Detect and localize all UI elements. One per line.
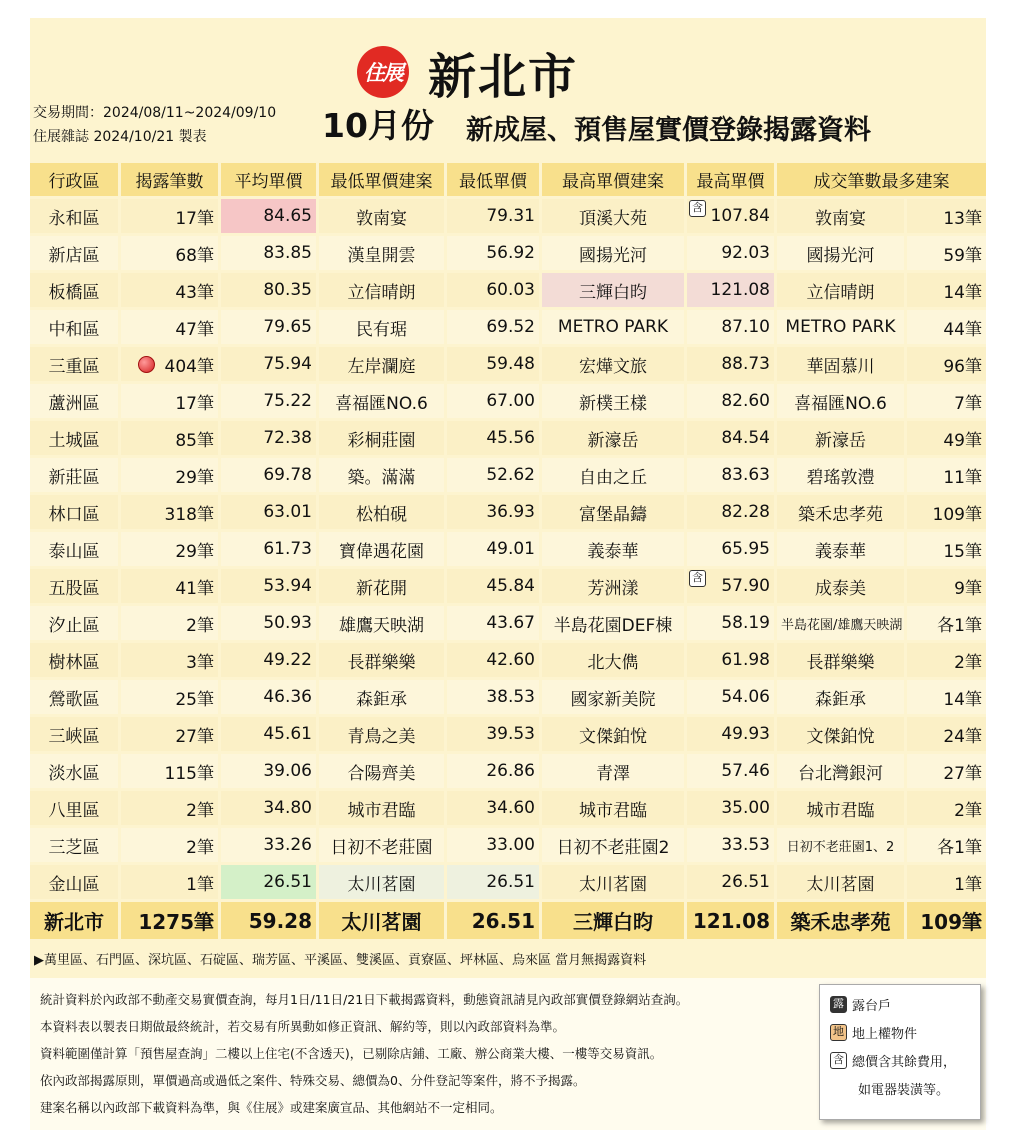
- avg-price-cell: 49.22: [218, 643, 316, 677]
- col-header-low-project: 最低單價建案: [316, 163, 444, 196]
- high-price-cell: 58.19: [684, 606, 774, 640]
- low-price-cell: 38.53: [444, 680, 539, 714]
- high-price-cell: 121.08: [684, 273, 774, 307]
- no-data-note: ▶萬里區、石門區、深坑區、石碇區、瑞芳區、平溪區、雙溪區、貢寮區、坪林區、烏來區 當月無揭露資料: [34, 953, 647, 968]
- district-cell: 蘆洲區: [30, 384, 118, 418]
- transaction-period: 交易期間：2024/08/11~2024/09/10: [33, 105, 277, 121]
- top-project-cell: METRO PARK: [774, 310, 904, 344]
- legend-label: 露台戶: [852, 999, 892, 1014]
- high-price-cell: 84.54: [684, 421, 774, 455]
- avg-price-cell: 39.06: [218, 754, 316, 788]
- col-header-low-price: 最低單價: [444, 163, 539, 196]
- count-cell: 29筆: [118, 532, 218, 566]
- high-price-cell: 57.46: [684, 754, 774, 788]
- high-price-cell: 54.06: [684, 680, 774, 714]
- avg-price-cell: 69.78: [218, 458, 316, 492]
- low-price-cell: 45.84: [444, 569, 539, 603]
- legend-item-included-cont: [858, 1079, 949, 1098]
- col-header-avg: 平均單價: [218, 163, 316, 196]
- count-cell: 318筆: [118, 495, 218, 529]
- count-cell: [118, 347, 218, 381]
- high-price-cell: 65.95: [684, 532, 774, 566]
- avg-price-cell: 83.85: [218, 236, 316, 270]
- low-price-cell: 26.86: [444, 754, 539, 788]
- low-project-cell: 城市君臨: [316, 791, 444, 825]
- top-count-cell: 11筆: [904, 458, 986, 492]
- top-project-cell: 華固慕川: [774, 347, 904, 381]
- terrace-icon: 露: [830, 996, 847, 1013]
- count-cell: 17筆: [118, 199, 218, 233]
- top-project-cell: 成泰美: [774, 569, 904, 603]
- district-cell: 樹林區: [30, 643, 118, 677]
- table-row: [30, 828, 986, 862]
- top-count-cell: 14筆: [904, 680, 986, 714]
- top-project-cell: 築禾忠孝苑: [774, 495, 904, 529]
- table-row: [30, 532, 986, 566]
- red-dot-icon: [138, 356, 155, 373]
- report-subtitle: 新成屋、預售屋實價登錄揭露資料: [466, 115, 871, 146]
- high-project-cell: 義泰華: [539, 532, 684, 566]
- low-project-cell: 合陽齊美: [316, 754, 444, 788]
- district-cell: 中和區: [30, 310, 118, 344]
- avg-price-cell: 61.73: [218, 532, 316, 566]
- count-cell: 17筆: [118, 384, 218, 418]
- avg-price-cell: 53.94: [218, 569, 316, 603]
- top-project-cell: 台北灣銀河: [774, 754, 904, 788]
- total-low-project-cell: 太川茗園: [316, 902, 444, 939]
- low-price-cell: 49.01: [444, 532, 539, 566]
- high-price-cell: 82.60: [684, 384, 774, 418]
- zhuzhan-logo: 住展: [357, 46, 409, 98]
- district-cell: 新莊區: [30, 458, 118, 492]
- top-project-cell: 森鉅承: [774, 680, 904, 714]
- high-project-cell: 青澤: [539, 754, 684, 788]
- top-count-cell: 各1筆: [904, 828, 986, 862]
- count-cell: 29筆: [118, 458, 218, 492]
- high-project-cell: METRO PARK: [539, 310, 684, 344]
- note-line: 統計資料於內政部不動產交易實價查詢，每月1日/11日/21日下載揭露資料，動態資訊請見內政部實價登錄網站查詢。: [40, 992, 689, 1007]
- avg-price-cell: 50.93: [218, 606, 316, 640]
- low-price-cell: 45.56: [444, 421, 539, 455]
- table-row: [30, 495, 986, 529]
- table-row: [30, 458, 986, 492]
- top-project-cell: 喜福匯NO.6: [774, 384, 904, 418]
- col-header-high-price: 最高單價: [684, 163, 774, 196]
- avg-price-cell: 34.80: [218, 791, 316, 825]
- top-project-cell: 立信晴朗: [774, 273, 904, 307]
- table-row: [30, 865, 986, 899]
- high-project-cell: 富堡晶鑄: [539, 495, 684, 529]
- avg-price-cell: 63.01: [218, 495, 316, 529]
- avg-price-cell: 72.38: [218, 421, 316, 455]
- high-project-cell: 國揚光河: [539, 236, 684, 270]
- top-count-cell: 9筆: [904, 569, 986, 603]
- high-project-cell: 新樸王樣: [539, 384, 684, 418]
- district-cell: 八里區: [30, 791, 118, 825]
- low-project-cell: 彩桐莊園: [316, 421, 444, 455]
- low-project-cell: 寶偉遇花園: [316, 532, 444, 566]
- low-price-cell: 67.00: [444, 384, 539, 418]
- total-avg-cell: 59.28: [218, 902, 316, 939]
- top-count-cell: 7筆: [904, 384, 986, 418]
- high-price-cell: 83.63: [684, 458, 774, 492]
- high-price-cell: 92.03: [684, 236, 774, 270]
- low-project-cell: 敦南宴: [316, 199, 444, 233]
- top-project-cell: 敦南宴: [774, 199, 904, 233]
- count-cell: 2筆: [118, 606, 218, 640]
- low-price-cell: 52.62: [444, 458, 539, 492]
- top-count-cell: 15筆: [904, 532, 986, 566]
- top-count-cell: 13筆: [904, 199, 986, 233]
- col-header-high-project: 最高單價建案: [539, 163, 684, 196]
- table-row: [30, 236, 986, 270]
- district-cell: 永和區: [30, 199, 118, 233]
- top-count-cell: 44筆: [904, 310, 986, 344]
- legend-box: [819, 984, 981, 1120]
- top-count-cell: 96筆: [904, 347, 986, 381]
- count-cell: 47筆: [118, 310, 218, 344]
- total-district-cell: 新北市: [30, 902, 118, 939]
- price-table: [30, 160, 986, 942]
- district-cell: 板橋區: [30, 273, 118, 307]
- count-cell: 1筆: [118, 865, 218, 899]
- count-value: 404筆: [164, 356, 214, 377]
- district-cell: 五股區: [30, 569, 118, 603]
- col-header-district: 行政區: [30, 163, 118, 196]
- high-project-cell: 芳洲漾: [539, 569, 684, 603]
- top-project-cell: 太川茗園: [774, 865, 904, 899]
- high-price-cell: [684, 569, 774, 603]
- low-project-cell: 新花開: [316, 569, 444, 603]
- avg-price-cell: 84.65: [218, 199, 316, 233]
- high-project-cell: 頂溪大苑: [539, 199, 684, 233]
- low-project-cell: 青鳥之美: [316, 717, 444, 751]
- table-row: [30, 310, 986, 344]
- low-project-cell: 漢皇開雲: [316, 236, 444, 270]
- table-row: [30, 569, 986, 603]
- top-project-cell: 碧瑤敦澧: [774, 458, 904, 492]
- high-price-cell: 35.00: [684, 791, 774, 825]
- top-project-cell: 半島花園/雄鷹天映湖: [774, 606, 904, 640]
- top-count-cell: 14筆: [904, 273, 986, 307]
- top-project-cell: 文傑鉑悅: [774, 717, 904, 751]
- count-cell: 25筆: [118, 680, 218, 714]
- table-row: [30, 273, 986, 307]
- note-line: 資料範圍僅計算「預售屋查詢」二樓以上住宅(不含透天)，已剔除店鋪、工廠、辦公商業大樓、一樓等交易資訊。: [40, 1046, 663, 1061]
- legend-label: 地上權物件: [852, 1027, 918, 1042]
- low-project-cell: 松柏硯: [316, 495, 444, 529]
- low-project-cell: 長群樂樂: [316, 643, 444, 677]
- high-project-cell: 宏燁文旅: [539, 347, 684, 381]
- total-low-price-cell: 26.51: [444, 902, 539, 939]
- district-cell: 林口區: [30, 495, 118, 529]
- total-high-project-cell: 三輝白昀: [539, 902, 684, 939]
- low-project-cell: 民有琚: [316, 310, 444, 344]
- high-price-value: 57.90: [721, 576, 770, 596]
- low-price-cell: 59.48: [444, 347, 539, 381]
- district-cell: 鶯歌區: [30, 680, 118, 714]
- city-title: 新北市: [428, 49, 579, 105]
- district-cell: 泰山區: [30, 532, 118, 566]
- high-price-cell: 87.10: [684, 310, 774, 344]
- count-cell: 2筆: [118, 791, 218, 825]
- top-count-cell: 49筆: [904, 421, 986, 455]
- note-line: 依內政部揭露原則，單價過高或過低之案件、特殊交易、總價為0、分件登記等案件，將不予揭露。: [40, 1073, 586, 1088]
- table-row: [30, 606, 986, 640]
- count-cell: 2筆: [118, 828, 218, 862]
- district-cell: 新店區: [30, 236, 118, 270]
- high-project-cell: 太川茗園: [539, 865, 684, 899]
- legend-label: 總價含其餘費用，: [852, 1055, 957, 1070]
- low-price-cell: 56.92: [444, 236, 539, 270]
- low-price-cell: 79.31: [444, 199, 539, 233]
- low-price-cell: 43.67: [444, 606, 539, 640]
- top-project-cell: 新濠岳: [774, 421, 904, 455]
- high-price-cell: 26.51: [684, 865, 774, 899]
- high-price-cell: 49.93: [684, 717, 774, 751]
- low-project-cell: 立信晴朗: [316, 273, 444, 307]
- top-project-cell: 日初不老莊園1、2: [774, 828, 904, 862]
- high-project-cell: 半島花園DEF棟: [539, 606, 684, 640]
- included-tag-icon: 含: [689, 200, 706, 217]
- legend-label: 如電器裝潢等。: [858, 1083, 950, 1098]
- total-count-cell: 1275筆: [118, 902, 218, 939]
- low-project-cell: 太川茗園: [316, 865, 444, 899]
- report-page: [30, 18, 986, 1130]
- top-count-cell: 2筆: [904, 643, 986, 677]
- low-project-cell: 喜福匯NO.6: [316, 384, 444, 418]
- low-price-cell: 60.03: [444, 273, 539, 307]
- count-cell: 41筆: [118, 569, 218, 603]
- high-price-cell: [684, 199, 774, 233]
- high-project-cell: 北大儁: [539, 643, 684, 677]
- included-tag-icon: 含: [689, 570, 706, 587]
- top-project-cell: 國揚光河: [774, 236, 904, 270]
- avg-price-cell: 46.36: [218, 680, 316, 714]
- avg-price-cell: 79.65: [218, 310, 316, 344]
- table-row: [30, 347, 986, 381]
- top-count-cell: 2筆: [904, 791, 986, 825]
- avg-price-cell: 75.94: [218, 347, 316, 381]
- total-row: [30, 902, 986, 939]
- table-header-row: [30, 163, 986, 196]
- district-cell: 汐止區: [30, 606, 118, 640]
- maker-date: 住展雜誌 2024/10/21 製表: [33, 129, 207, 145]
- low-price-cell: 69.52: [444, 310, 539, 344]
- count-cell: 43筆: [118, 273, 218, 307]
- table-row: [30, 717, 986, 751]
- low-price-cell: 26.51: [444, 865, 539, 899]
- note-line: 本資料表以製表日期做最終統計，若交易有所異動如修正資訊、解約等，則以內政部資料為準。: [40, 1019, 566, 1034]
- district-cell: 淡水區: [30, 754, 118, 788]
- included-icon: 含: [830, 1052, 847, 1069]
- high-price-value: 107.84: [710, 206, 770, 226]
- table-row: [30, 421, 986, 455]
- low-price-cell: 42.60: [444, 643, 539, 677]
- count-cell: 27筆: [118, 717, 218, 751]
- low-project-cell: 築。滿滿: [316, 458, 444, 492]
- month-title: 10月份: [322, 106, 434, 145]
- top-count-cell: 1筆: [904, 865, 986, 899]
- count-cell: 68筆: [118, 236, 218, 270]
- high-project-cell: 城市君臨: [539, 791, 684, 825]
- superficies-icon: 地: [830, 1024, 847, 1041]
- total-top-project-cell: 築禾忠孝苑: [774, 902, 904, 939]
- total-top-count-cell: 109筆: [904, 902, 986, 939]
- low-project-cell: 雄鷹天映湖: [316, 606, 444, 640]
- total-high-price-cell: 121.08: [684, 902, 774, 939]
- low-project-cell: 左岸瀾庭: [316, 347, 444, 381]
- legend-item-terrace: [830, 995, 891, 1014]
- avg-price-cell: 45.61: [218, 717, 316, 751]
- low-price-cell: 33.00: [444, 828, 539, 862]
- low-project-cell: 森鉅承: [316, 680, 444, 714]
- district-cell: 三芝區: [30, 828, 118, 862]
- col-header-top-project: 成交筆數最多建案: [774, 163, 986, 196]
- top-project-cell: 長群樂樂: [774, 643, 904, 677]
- count-cell: 3筆: [118, 643, 218, 677]
- top-count-cell: 各1筆: [904, 606, 986, 640]
- count-cell: 115筆: [118, 754, 218, 788]
- avg-price-cell: 80.35: [218, 273, 316, 307]
- district-cell: 土城區: [30, 421, 118, 455]
- high-project-cell: 三輝白昀: [539, 273, 684, 307]
- low-price-cell: 39.53: [444, 717, 539, 751]
- col-header-count: 揭露筆數: [118, 163, 218, 196]
- district-cell: 三重區: [30, 347, 118, 381]
- table-row: [30, 199, 986, 233]
- low-price-cell: 36.93: [444, 495, 539, 529]
- district-cell: 金山區: [30, 865, 118, 899]
- high-project-cell: 自由之丘: [539, 458, 684, 492]
- district-cell: 三峽區: [30, 717, 118, 751]
- high-price-cell: 82.28: [684, 495, 774, 529]
- table-row: [30, 791, 986, 825]
- note-line: 建案名稱以內政部下載資料為準，與《住展》或建案廣宣品、其他網站不一定相同。: [40, 1100, 503, 1115]
- table-row: [30, 680, 986, 714]
- top-count-cell: 109筆: [904, 495, 986, 529]
- high-project-cell: 文傑鉑悅: [539, 717, 684, 751]
- high-price-cell: 88.73: [684, 347, 774, 381]
- top-count-cell: 24筆: [904, 717, 986, 751]
- avg-price-cell: 26.51: [218, 865, 316, 899]
- low-price-cell: 34.60: [444, 791, 539, 825]
- low-project-cell: 日初不老莊園: [316, 828, 444, 862]
- high-project-cell: 新濠岳: [539, 421, 684, 455]
- high-project-cell: 國家新美院: [539, 680, 684, 714]
- high-project-cell: 日初不老莊園2: [539, 828, 684, 862]
- top-count-cell: 27筆: [904, 754, 986, 788]
- high-price-cell: 61.98: [684, 643, 774, 677]
- table-row: [30, 643, 986, 677]
- legend-item-superficies: [830, 1023, 917, 1042]
- legend-item-included: [830, 1051, 956, 1070]
- avg-price-cell: 75.22: [218, 384, 316, 418]
- high-price-cell: 33.53: [684, 828, 774, 862]
- table-row: [30, 384, 986, 418]
- top-project-cell: 義泰華: [774, 532, 904, 566]
- top-count-cell: 59筆: [904, 236, 986, 270]
- avg-price-cell: 33.26: [218, 828, 316, 862]
- top-project-cell: 城市君臨: [774, 791, 904, 825]
- table-row: [30, 754, 986, 788]
- count-cell: 85筆: [118, 421, 218, 455]
